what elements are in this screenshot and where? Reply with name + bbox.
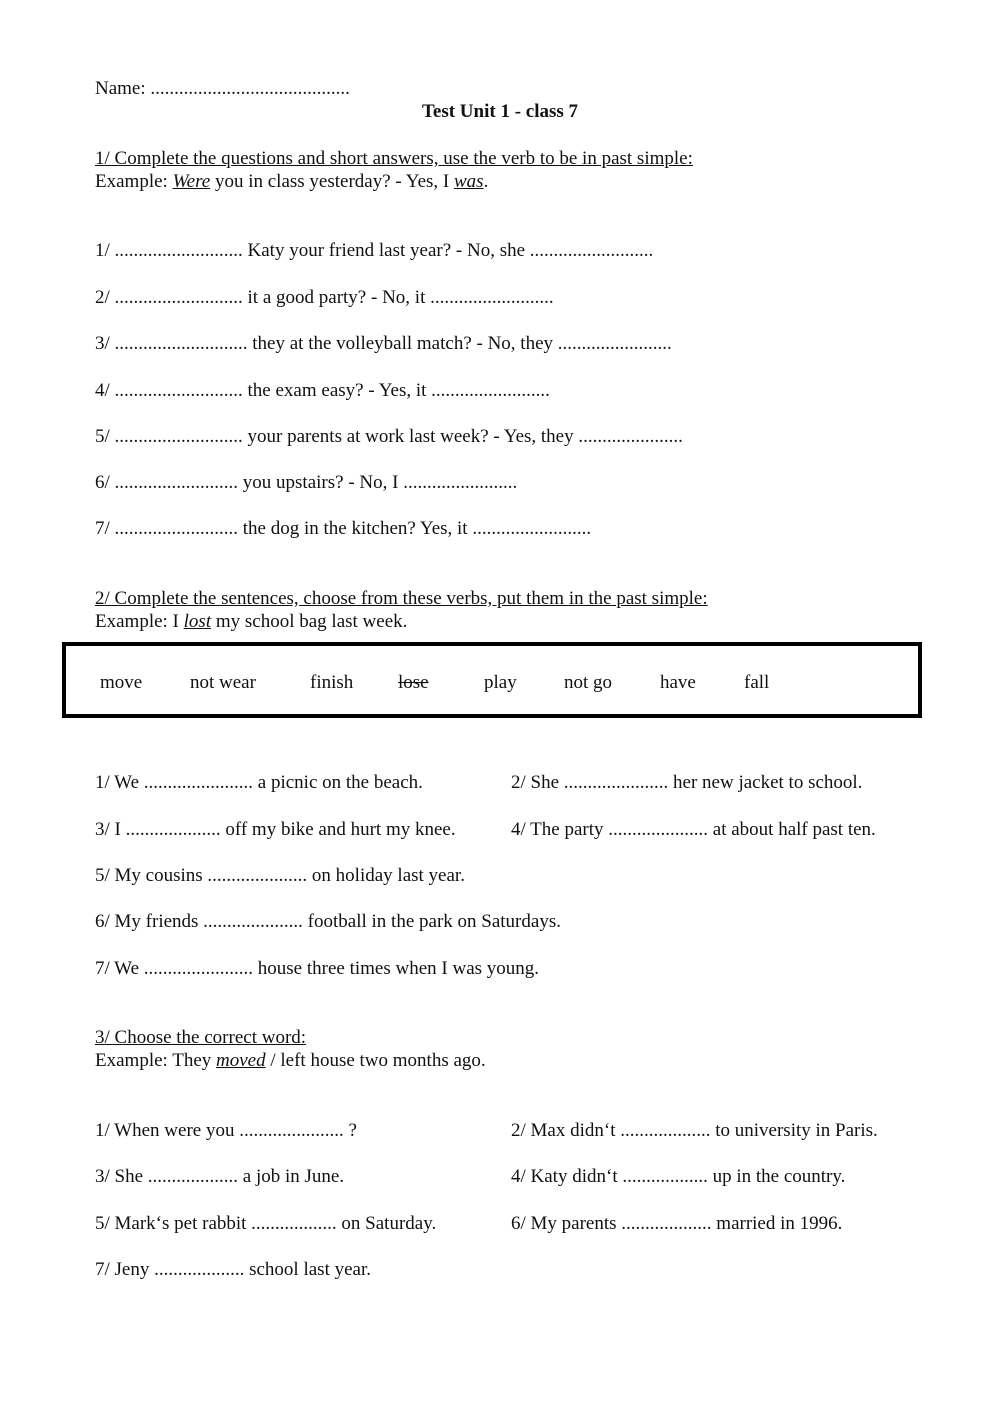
exercise3-item-1: 1/ When were you ...................... ? (95, 1120, 357, 1141)
example-answer-word: Were (172, 171, 211, 192)
verb-option: not go (564, 672, 613, 693)
exercise1-item-4: 4/ ........................... the exam easy? - Yes, it ......................... (95, 380, 550, 401)
section1-example (95, 171, 488, 193)
section1-heading: 1/ Complete the questions and short answers, use the verb to be in past simple: (95, 148, 693, 169)
exercise1-item-7: 7/ .......................... the dog in the kitchen? Yes, it ......................... (95, 518, 592, 539)
exercise3-item-7: 7/ Jeny ................... school last year. (95, 1259, 371, 1280)
exercise2-item-5: 5/ My cousins ..................... on holiday last year. (95, 865, 465, 886)
example-prefix: Example: I (95, 611, 184, 632)
exercise2-item-2: 2/ She ...................... her new jacket to school. (511, 772, 863, 793)
exercise1-item-1: 1/ ........................... Katy your friend last year? - No, she .......................... (95, 240, 654, 261)
example-prefix: Example: (95, 171, 173, 192)
exercise2-item-7: 7/ We ....................... house three times when I was young. (95, 958, 540, 979)
exercise1-item-2: 2/ ........................... it a good party? - No, it .......................... (95, 287, 554, 308)
verb-option: play (484, 672, 517, 693)
example-suffix: my school bag last week. (211, 611, 408, 632)
section3-heading: 3/ Choose the correct word: (95, 1027, 307, 1048)
exercise2-item-3: 3/ I .................... off my bike and hurt my knee. (95, 819, 456, 840)
exercise3-item-5: 5/ Mark‘s pet rabbit .................. on Saturday. (95, 1213, 437, 1234)
example-middle: you in class yesterday? - Yes, I (210, 171, 454, 192)
exercise2-item-1: 1/ We ....................... a picnic on the beach. (95, 772, 423, 793)
example-answer-word: moved (216, 1050, 266, 1071)
exercise2-item-6: 6/ My friends ..................... football in the park on Saturdays. (95, 911, 561, 932)
verb-option: not wear (190, 672, 256, 693)
exercise3-item-2: 2/ Max didn‘t ................... to university in Paris. (511, 1120, 878, 1141)
example-prefix: Example: They (95, 1050, 217, 1071)
example-suffix: / left house two months ago. (265, 1050, 486, 1071)
verb-word-box (62, 642, 922, 718)
verb-option: fall (744, 672, 770, 693)
exercise3-item-6: 6/ My parents ................... married in 1996. (511, 1213, 843, 1234)
exercise3-item-3: 3/ She ................... a job in June. (95, 1166, 345, 1187)
verb-option: finish (310, 672, 354, 693)
verb-option: move (100, 672, 143, 693)
example-answer-word: lost (183, 611, 212, 632)
page-title: Test Unit 1 - class 7 (421, 101, 579, 122)
section2-heading: 2/ Complete the sentences, choose from these verbs, put them in the past simple: (95, 588, 708, 609)
verb-option-crossed-out: lose (398, 672, 429, 693)
example-answer-word: was (454, 171, 484, 192)
exercise1-item-3: 3/ ............................ they at the volleyball match? - No, they ........................ (95, 333, 672, 354)
section3-example (95, 1050, 486, 1072)
verb-option: have (660, 672, 696, 693)
exercise2-item-4: 4/ The party ..................... at about half past ten. (511, 819, 876, 840)
exercise1-item-6: 6/ .......................... you upstairs? - No, I ........................ (95, 472, 518, 493)
example-suffix: . (483, 171, 489, 192)
exercise3-item-4: 4/ Katy didn‘t .................. up in the country. (511, 1166, 846, 1187)
exercise1-item-5: 5/ ........................... your parents at work last week? - Yes, they ...................... (95, 426, 683, 447)
section2-example (95, 611, 407, 633)
name-field-label: Name: .......................................... (95, 78, 350, 99)
